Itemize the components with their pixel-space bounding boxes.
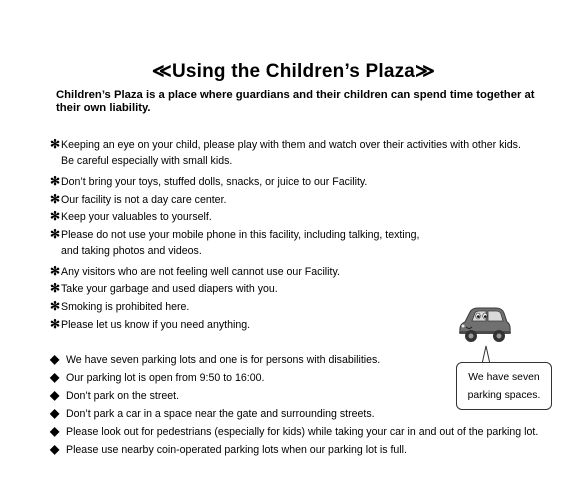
callout-text <box>456 369 552 405</box>
asterisk-bullet: ✻ <box>50 209 61 223</box>
intro-text: Children’s Plaza is a place where guardians and their children can spend time together at their own liability. <box>56 89 535 114</box>
rule-item <box>50 264 340 278</box>
parking-item <box>50 424 538 438</box>
diamond-bullet: ◆ <box>50 424 60 438</box>
asterisk-bullet: ✻ <box>50 174 61 188</box>
rule-text: Please do not use your mobile phone in this facility, including talking, texting, <box>61 229 420 241</box>
rule-item <box>50 299 189 313</box>
rule-item <box>50 137 521 151</box>
diamond-bullet: ◆ <box>50 442 60 456</box>
rule-text: Keep your valuables to yourself. <box>61 211 212 223</box>
asterisk-bullet: ✻ <box>50 281 61 295</box>
callout-line: We have seven <box>468 372 540 383</box>
asterisk-bullet: ✻ <box>50 192 61 206</box>
page-title: ≪Using the Children’s Plaza≫ <box>151 61 436 82</box>
asterisk-bullet: ✻ <box>50 317 61 331</box>
parking-item <box>50 406 375 420</box>
rule-text: Take your garbage and used diapers with you. <box>61 283 278 295</box>
rule-text: Any visitors who are not feeling well cannot use our Facility. <box>61 266 340 278</box>
diamond-bullet: ◆ <box>50 370 60 384</box>
rule-item <box>50 227 419 241</box>
rule-continuation: Be careful especially with small kids. <box>61 155 233 167</box>
diamond-bullet: ◆ <box>50 352 60 366</box>
asterisk-bullet: ✻ <box>50 264 61 278</box>
callout-pointer <box>480 344 492 364</box>
rule-text: Smoking is prohibited here. <box>61 301 190 313</box>
rule-text: Our facility is not a day care center. <box>61 194 227 206</box>
parking-item <box>50 370 264 384</box>
parking-text: Don’t park on the street. <box>66 390 180 402</box>
asterisk-bullet: ✻ <box>50 137 61 151</box>
car-icon <box>456 304 512 344</box>
parking-text: Don’t park a car in a space near the gate and surrounding streets. <box>66 408 375 420</box>
asterisk-bullet: ✻ <box>50 227 61 241</box>
parking-text: Please look out for pedestrians (especially for kids) while taking your car in and out of the parking lot. <box>66 426 539 438</box>
parking-text: Our parking lot is open from 9:50 to 16:00. <box>66 372 265 384</box>
parking-item <box>50 388 179 402</box>
parking-item <box>50 352 380 366</box>
rule-item <box>50 192 226 206</box>
diamond-bullet: ◆ <box>50 388 60 402</box>
parking-item <box>50 442 407 456</box>
parking-text: We have seven parking lots and one is for persons with disabilities. <box>66 354 381 366</box>
rule-text: Please let us know if you need anything. <box>61 319 251 331</box>
rule-text: Don’t bring your toys, stuffed dolls, snacks, or juice to our Facility. <box>61 176 368 188</box>
diamond-bullet: ◆ <box>50 406 60 420</box>
rule-text: Keeping an eye on your child, please play with them and watch over their activities with other kids. <box>61 139 521 151</box>
rule-item <box>50 317 250 331</box>
rule-continuation: and taking photos and videos. <box>61 245 202 257</box>
rule-item <box>50 209 212 223</box>
rule-item <box>50 174 367 188</box>
asterisk-bullet: ✻ <box>50 299 61 313</box>
parking-text: Please use nearby coin-operated parking lots when our parking lot is full. <box>66 444 407 456</box>
callout-line: parking spaces. <box>467 390 541 401</box>
rule-item <box>50 281 278 295</box>
